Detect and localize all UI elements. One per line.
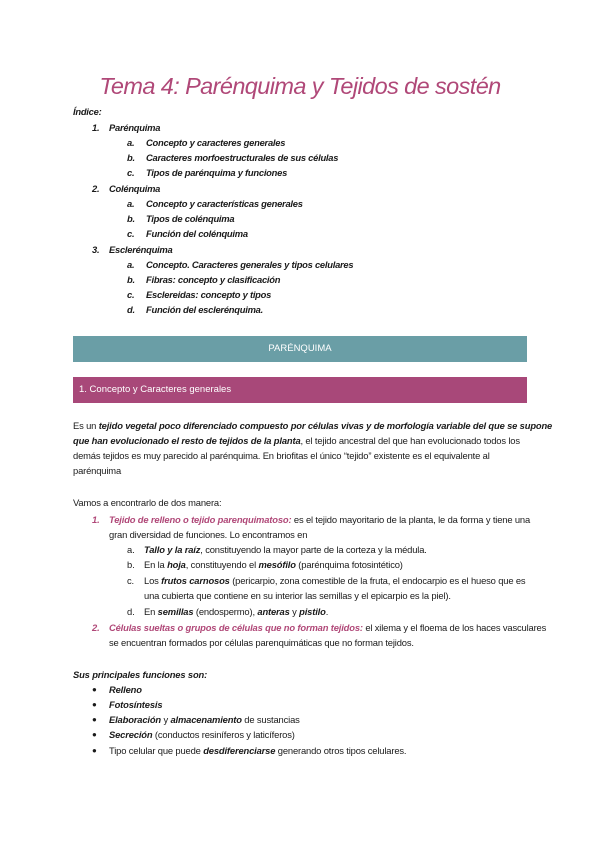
paragraph-line: se encuentran formados por células parenquimáticas que no forman tejidos.: [109, 637, 414, 648]
list-number: 1.: [92, 514, 100, 525]
section-banner: PARÉNQUIMA: [73, 336, 527, 362]
subsection-banner: 1. Concepto y Caracteres generales: [73, 377, 527, 403]
index-section-number: 1.: [92, 122, 100, 133]
bullet-icon: ●: [92, 715, 97, 724]
index-section-2: [92, 183, 161, 195]
index-item: b. Tipos de colénquima: [127, 213, 235, 224]
index-section-1: [92, 122, 161, 134]
bullet-icon: ●: [92, 730, 97, 739]
index-heading: Índice:: [73, 106, 102, 117]
index-section-label: Esclerénquima: [109, 244, 173, 255]
bullet-icon: ●: [92, 700, 97, 709]
list-item: b. En la hoja, constituyendo el mesófilo (parénquima fotosintético): [127, 559, 403, 570]
index-item: c. Esclereidas: concepto y tipos: [127, 289, 272, 300]
bullet-icon: ●: [92, 685, 97, 694]
index-section-number: 3.: [92, 244, 100, 255]
paragraph-line: parénquima: [73, 465, 122, 476]
list-number: 2.: [92, 622, 100, 633]
list-item: c. Los frutos carnosos (pericarpio, zona comestible de la fruta, el endocarpio es el hueso que es: [127, 575, 526, 586]
index-section-label: Colénquima: [109, 183, 161, 194]
list-item: a. Tallo y la raíz, constituyendo la mayor parte de la corteza y la médula.: [127, 544, 427, 555]
bullet-icon: ●: [92, 746, 97, 755]
index-section-3: [92, 244, 173, 256]
index-item: b. Caracteres morfoestructurales de sus células: [127, 152, 339, 163]
index-item: a. Concepto. Caracteres generales y tipos celulares: [127, 259, 354, 270]
index-section-label: Parénquima: [109, 122, 161, 133]
list-item: d. En semillas (endospermo), anteras y pistilo.: [127, 606, 329, 617]
paragraph-line: que han evolucionado el resto de tejidos de la planta, el tejido ancestral del que han evolucionado todos los: [73, 435, 520, 446]
index-item: a. Concepto y características generales: [127, 198, 303, 209]
index-item: d. Función del esclerénquima.: [127, 304, 263, 315]
paragraph-line: una cubierta que contiene en su interior las semillas y el epicarpio es la piel).: [144, 590, 451, 601]
paragraph-line: gran diversidad de funciones. Lo encontramos en: [109, 529, 308, 540]
index-item: c. Tipos de parénquima y funciones: [127, 167, 288, 178]
document-page: Tema 4: Parénquima y Tejidos de sostén Índice: 1. Parénquima a. Concepto y caracteres generales b. Caracteres morfoestructurales de sus células c. Tipos de parénquima y funciones 2. Colénquima a. Concepto y características generales b. Tipos de colénquima c. Función del colénquima 3. Esclerénquima a. Concepto. Caracteres generales y tipos celulares b. Fibras: concepto y clasificación c. Esclereidas: concepto y tipos d. Función del esclerénquima. PARÉNQUIMA 1. Concepto y Caracteres generales Es un tejido vegetal poco diferenciado compuesto por células vivas y de morfología variable del que se supone que han evolucionado el resto de tejidos de la planta, el tejido ancestral del que han evolucionado todos los demás tejidos es muy parecido al parénquima. En briofitas el único “tejido” existente es el equivalente al parénquima Vamos a encontrarlo de dos manera: 1. Tejido de relleno o tejido parenquimatoso: es el tejido mayoritario de la planta, le da forma y tiene una gran diversidad de funciones. Lo encontramos en a. Tallo y la raíz, constituyendo la mayor parte de la corteza y la médula. b. En la hoja, constituyendo el mesófilo (parénquima fotosintético) c. Los frutos carnosos (pericarpio, zona comestible de la fruta, el endocarpio es el hueso que es una cubierta que contiene en su interior las semillas y el epicarpio es la piel). d. En semillas (endospermo), anteras y pistilo. 2. Células sueltas o grupos de células que no forman tejidos: el xilema y el floema de los haces vasculares se encuentran formados por células parenquimáticas que no forman tejidos. Sus principales funciones son: ● Relleno ● Fotosíntesis ● Elaboración y almacenamiento de sustancias ● Secreción (conductos resiníferos y laticíferos) ● Tipo celular que puede desdiferenciarse generando otros tipos celulares.: [0, 0, 600, 848]
list-item: 1. Tejido de relleno o tejido parenquimatoso: es el tejido mayoritario de la planta, le da forma y tiene una: [92, 514, 531, 525]
functions-heading: Sus principales funciones son:: [73, 669, 208, 680]
page-title: Tema 4: Parénquima y Tejidos de sostén: [99, 73, 501, 99]
index-item: b. Fibras: concepto y clasificación: [127, 274, 281, 285]
index-item: c. Función del colénquima: [127, 228, 248, 239]
paragraph-line: demás tejidos es muy parecido al parénquima. En briofitas el único “tejido” existente es el equivalente al: [73, 450, 490, 461]
index-item: a. Concepto y caracteres generales: [127, 137, 286, 148]
paragraph-line: Es un tejido vegetal poco diferenciado compuesto por células vivas y de morfología variable del que se supone: [73, 420, 553, 431]
list-item: 2. Células sueltas o grupos de células que no forman tejidos: el xilema y el floema de los haces vasculares: [92, 622, 547, 633]
index-section-number: 2.: [92, 183, 100, 194]
paragraph-line: Vamos a encontrarlo de dos manera:: [73, 497, 222, 508]
